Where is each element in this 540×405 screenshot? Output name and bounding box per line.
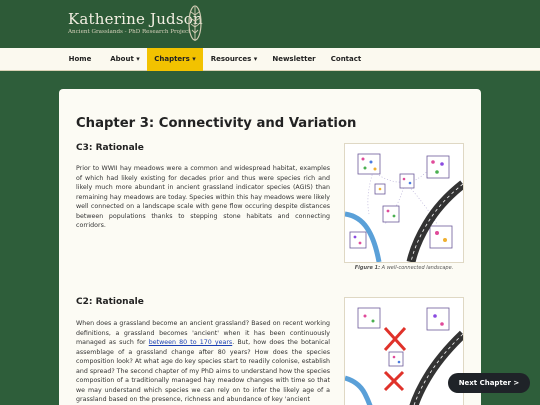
section-text-c3: Prior to WWII hay meadows were a common and widespread habitat, examples of which had likely existing for decades prior and thus were species rich and likely much more abundant in ancient grassland indicator species (AGIS) than remaining hay meadows are today. Species within this hay meadows were likely well connected on a landscape scale with gene flow occuring despite distances between populations thanks to stepping stone habitats and connecting corridors. (76, 165, 330, 229)
text-before-link: When does a grassland become an ancient grassland? Based on recent working definitions, a grassland becomes 'ancient' when it has been continuously managed as such for (76, 320, 330, 346)
content-card (59, 89, 481, 405)
fragmented-landscape-illustration (345, 298, 463, 405)
site-title[interactable]: Katherine Judson (68, 10, 203, 28)
figure-caption-text: A well-connected landscape. (380, 265, 454, 271)
site-logo[interactable] (68, 10, 203, 36)
site-header (0, 0, 540, 48)
nav-resources[interactable]: Resources ▾ (210, 55, 258, 63)
figure-caption-1 (344, 265, 464, 271)
nav-newsletter[interactable]: Newsletter (272, 55, 316, 63)
landscape-illustration (345, 144, 463, 262)
section-title-c2: C2: Rationale (76, 297, 144, 307)
nav-home[interactable]: Home (68, 55, 92, 63)
age-range-link[interactable]: between 80 to 170 years (148, 339, 233, 346)
page-title: Chapter 3: Connectivity and Variation (76, 116, 357, 131)
figure-fragmented-landscape (344, 297, 464, 405)
next-chapter-button[interactable]: Next Chapter > (448, 373, 530, 393)
grass-icon (184, 3, 206, 43)
section-title-c3: C3: Rationale (76, 143, 144, 153)
figure-connected-landscape (344, 143, 464, 263)
text-after-link: . But, how does the botanical assemblage of a grassland change after 80 years? How does the species composition look? At what age do key species start to readily colonise, establish and spread? The second chapter of my PhD aims to understand how the species composition of a traditionally managed hay meadow changes with time so that we may understand which species we can rely on to infer the likely age of a grassland based on the presence, richness and abundance of key 'ancient (76, 339, 330, 403)
nav-chapters[interactable]: Chapters ▾ (147, 48, 203, 71)
nav-contact[interactable]: Contact (330, 55, 362, 63)
figure-label: Figure 1: (354, 265, 381, 271)
section-text-c2 (76, 319, 330, 405)
site-subtitle: Ancient Grasslands - PhD Research Project (68, 29, 191, 35)
main-nav (0, 48, 540, 71)
nav-about[interactable]: About ▾ (110, 55, 140, 63)
